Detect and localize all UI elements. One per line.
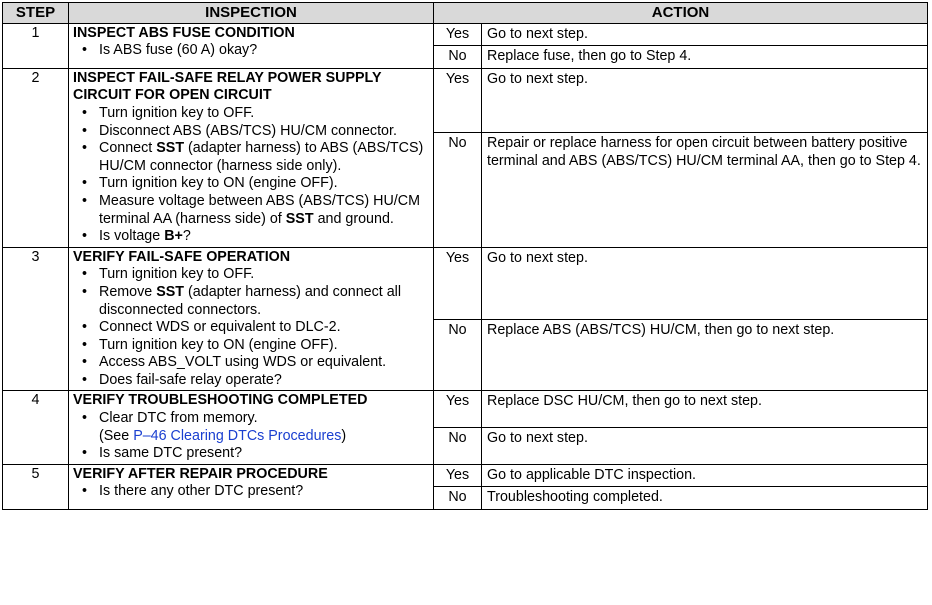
list-item: • Does fail-safe relay operate? xyxy=(73,372,429,390)
table-header-row xyxy=(3,3,928,24)
no-label: No xyxy=(434,46,482,69)
list-item-text: Remove xyxy=(99,283,153,300)
step-number: 3 xyxy=(3,247,69,391)
header-step: STEP xyxy=(3,3,69,24)
no-label: No xyxy=(434,487,482,510)
no-action: Repair or replace harness for open circuit between battery positive terminal and ABS (ABS/TCS) HU/CM terminal AA, then go to Step 4. xyxy=(482,133,928,248)
yes-label: Yes xyxy=(434,247,482,319)
no-label: No xyxy=(434,428,482,465)
inspection-cell xyxy=(69,464,434,509)
step-number: 4 xyxy=(3,391,69,464)
step-title: INSPECT ABS FUSE CONDITION xyxy=(73,24,295,41)
list-item-text: Measure voltage between ABS (ABS/TCS) HU/CM terminal AA (harness side) of xyxy=(99,192,421,227)
no-label: No xyxy=(434,319,482,391)
step-title: INSPECT FAIL-SAFE RELAY POWER SUPPLY CIRCUIT FOR OPEN CIRCUIT xyxy=(73,69,382,104)
table-row xyxy=(3,391,928,428)
header-action: ACTION xyxy=(434,3,928,24)
list-item-text: ? xyxy=(182,228,191,245)
sst-term: SST xyxy=(156,140,185,157)
inspection-list xyxy=(73,266,429,389)
table-row xyxy=(3,68,928,132)
yes-action: Go to applicable DTC inspection. xyxy=(482,464,928,487)
list-item xyxy=(73,193,429,228)
list-item: • Disconnect ABS (ABS/TCS) HU/CM connector. xyxy=(73,123,429,141)
list-item: • Is same DTC present? xyxy=(73,445,429,463)
inspection-cell xyxy=(69,23,434,68)
no-action: Troubleshooting completed. xyxy=(482,487,928,510)
inspection-list xyxy=(73,42,429,60)
reference-suffix: ) xyxy=(341,427,347,444)
battery-voltage-term: B+ xyxy=(164,228,183,245)
yes-label: Yes xyxy=(434,23,482,46)
inspection-cell xyxy=(69,68,434,247)
yes-action: Go to next step. xyxy=(482,247,928,319)
list-item: • Access ABS_VOLT using WDS or equivalent. xyxy=(73,354,429,372)
list-item: • Turn ignition key to OFF. xyxy=(73,105,429,123)
yes-action: Go to next step. xyxy=(482,68,928,132)
no-action: Go to next step. xyxy=(482,428,928,465)
step-number: 1 xyxy=(3,23,69,68)
list-item-text: Clear DTC from memory. xyxy=(99,410,258,427)
yes-action: Replace DSC HU/CM, then go to next step. xyxy=(482,391,928,428)
inspection-list xyxy=(73,410,429,463)
list-item-text: Connect xyxy=(99,140,153,157)
list-item: • Turn ignition key to OFF. xyxy=(73,266,429,284)
list-item-text: Is voltage xyxy=(99,228,161,245)
list-item: • Connect WDS or equivalent to DLC-2. xyxy=(73,319,429,337)
yes-label: Yes xyxy=(434,391,482,428)
list-item-text: (adapter harness) and connect all disconnected connectors. xyxy=(99,283,402,318)
list-item-text: and ground. xyxy=(317,210,394,227)
no-action: Replace fuse, then go to Step 4. xyxy=(482,46,928,69)
header-inspection: INSPECTION xyxy=(69,3,434,24)
sst-term: SST xyxy=(285,210,314,227)
step-number: 5 xyxy=(3,464,69,509)
diagnostic-table xyxy=(2,2,928,510)
step-title: VERIFY TROUBLESHOOTING COMPLETED xyxy=(73,392,368,409)
yes-label: Yes xyxy=(434,464,482,487)
list-item: • Is ABS fuse (60 A) okay? xyxy=(73,42,429,60)
clearing-dtcs-link[interactable]: P–46 Clearing DTCs Procedures xyxy=(133,427,342,444)
list-item xyxy=(73,140,429,175)
yes-label: Yes xyxy=(434,68,482,132)
step-number: 2 xyxy=(3,68,69,247)
yes-action: Go to next step. xyxy=(482,23,928,46)
sst-term: SST xyxy=(156,283,185,300)
list-item xyxy=(73,228,429,246)
list-item xyxy=(73,410,429,445)
step-title: VERIFY AFTER REPAIR PROCEDURE xyxy=(73,465,328,482)
inspection-cell xyxy=(69,391,434,464)
inspection-cell xyxy=(69,247,434,391)
no-label: No xyxy=(434,133,482,248)
list-item xyxy=(73,284,429,319)
table-row xyxy=(3,247,928,319)
list-item: • Turn ignition key to ON (engine OFF). xyxy=(73,175,429,193)
step-title: VERIFY FAIL-SAFE OPERATION xyxy=(73,248,291,265)
no-action: Replace ABS (ABS/TCS) HU/CM, then go to next step. xyxy=(482,319,928,391)
inspection-list xyxy=(73,483,429,501)
list-item: • Is there any other DTC present? xyxy=(73,483,429,501)
inspection-list xyxy=(73,105,429,246)
reference-prefix: (See xyxy=(99,427,130,444)
list-item: • Turn ignition key to ON (engine OFF). xyxy=(73,337,429,355)
table-row xyxy=(3,23,928,46)
list-item-text: (adapter harness) to ABS (ABS/TCS) HU/CM connector (harness side only). xyxy=(99,140,424,174)
table-row xyxy=(3,464,928,487)
